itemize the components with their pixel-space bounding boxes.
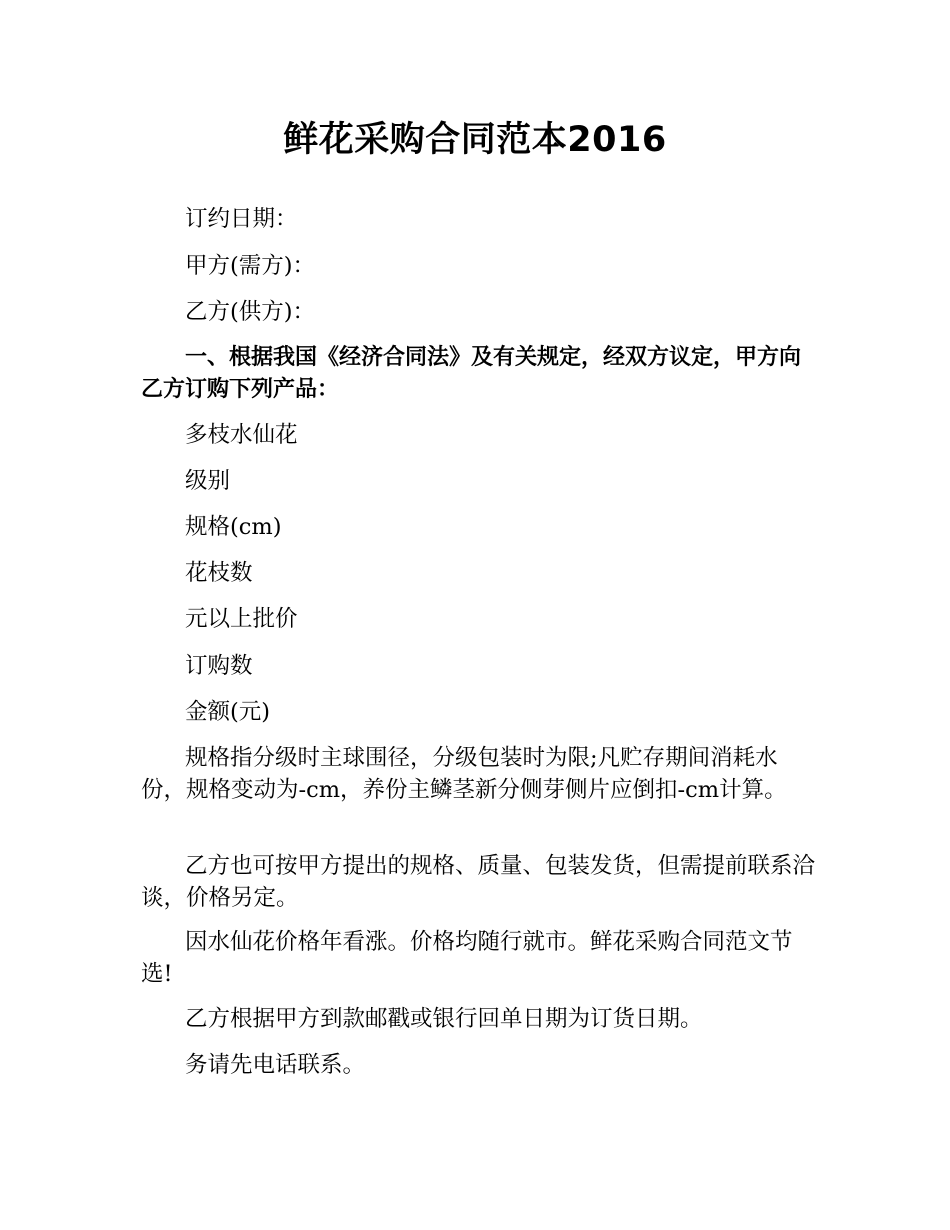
contact-note-paragraph: 务请先电话联系。 [185,1052,366,1078]
document-title: 鲜花采购合同范本2016 [283,120,667,160]
product-name: 多枝水仙花 [185,422,298,448]
contract-date-line: 订约日期： [185,206,298,232]
price-note-paragraph: 因水仙花价格年看涨。价格均随行就市。鲜花采购合同范文节选! [141,929,793,987]
field-grade: 级别 [185,468,231,494]
spec-note-paragraph: 规格指分级时主球围径，分级包装时为限;凡贮存期间消耗水份，规格变动为-cm，养份主鳞茎新分侧芽侧片应倒扣-cm计算。 [141,745,787,803]
field-wholesale-price: 元以上批价 [185,606,298,632]
order-date-paragraph: 乙方根据甲方到款邮戳或银行回单日期为订货日期。 [185,1006,703,1032]
custom-spec-paragraph: 乙方也可按甲方提出的规格、质量、包装发货，但需提前联系洽谈，价格另定。 [141,853,816,911]
field-order-quantity: 订购数 [185,653,253,679]
field-amount: 金额(元) [185,699,271,725]
field-spec: 规格(cm) [185,514,282,540]
party-b-line: 乙方(供方)： [185,299,316,325]
field-stem-count: 花枝数 [185,560,253,586]
party-a-line: 甲方(需方)： [185,253,316,279]
clause-one-heading: 一、根据我国《经济合同法》及有关规定，经双方议定，甲方向乙方订购下列产品： [141,345,802,402]
